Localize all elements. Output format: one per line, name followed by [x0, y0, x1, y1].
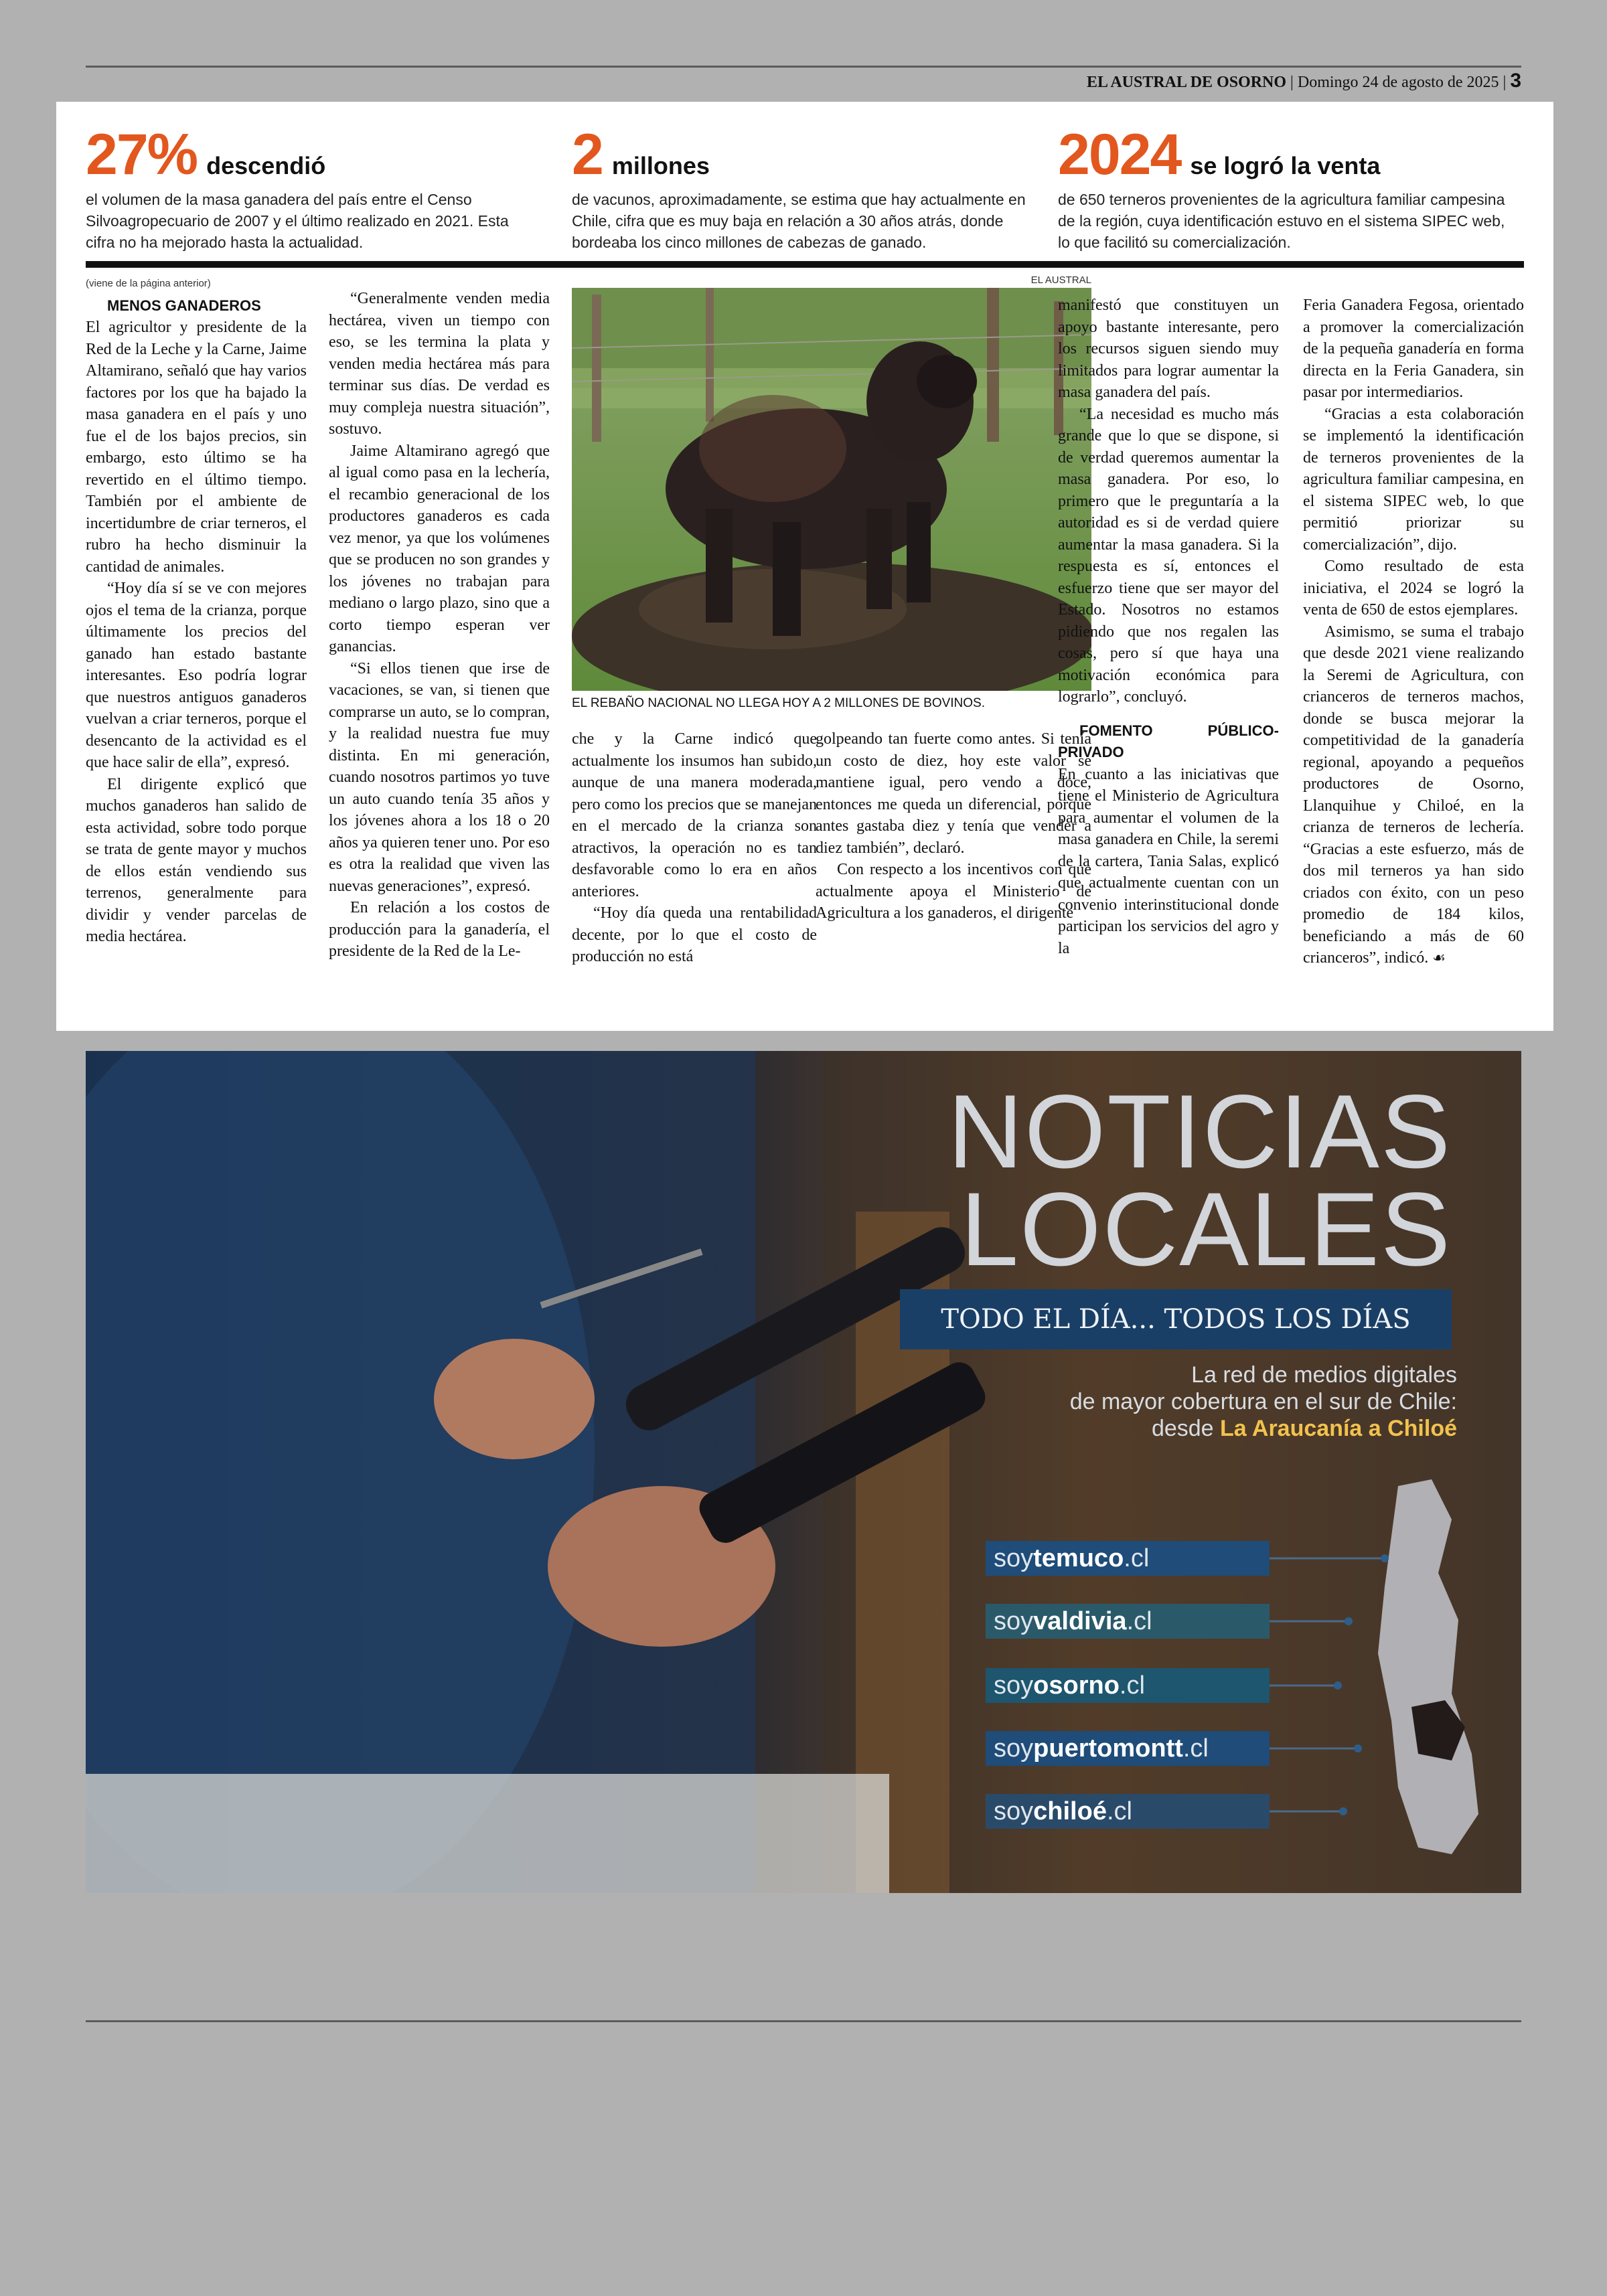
paragraph: golpeando tan fuerte como antes. Si tenía un costo de diez, hoy este valor se mantiene igual, pero vendo a doce, entonces me queda un diferencial, porque antes gastaba diez y tenía que vender a diez también”, declaró. [816, 730, 1091, 857]
paragraph: El dirigente explicó que muchos ganaderos han salido de esta actividad, sobre todo porque se trata de gente mayor y muchos de ellos están vendiendo sus terrenos, generalmente para dividir y vender parcelas de media hectárea. [86, 775, 307, 945]
bull-illustration [572, 288, 1091, 691]
site-prefix: soy [994, 1797, 1034, 1825]
site-suffix: .cl [1106, 1797, 1132, 1825]
site-prefix: soy [994, 1671, 1034, 1700]
stat-number: 27% [86, 122, 198, 187]
bottom-rule [86, 2020, 1521, 2022]
stat-word: millones [611, 152, 710, 179]
site-prefix: soy [994, 1734, 1034, 1762]
subhead-menos-ganaderos: MENOS GANADEROS [107, 297, 261, 314]
ad-title [947, 1074, 1452, 1288]
subhead-fomento: FOMENTO PÚBLICO-PRIVADO [1058, 722, 1279, 760]
site-suffix: .cl [1182, 1734, 1209, 1762]
ad-banner: TODO EL DÍA... TODOS LOS DÍAS [900, 1289, 1452, 1349]
paragraph: che y la Carne indicó que actualmente los insumos han subido, aunque de una manera moderada, pero como los precios que se manejan en el mercado de la crianza son atractivos, la operación no es tan desfavorable como lo era en años anteriores. [572, 730, 817, 900]
site-name: chiloé [1033, 1797, 1107, 1825]
stat-number: 2024 [1058, 122, 1181, 187]
site-prefix: soy [994, 1544, 1034, 1572]
site-prefix: soy [994, 1607, 1034, 1635]
paragraph: “Gracias a esta colaboración se implementó la identificación de terneros provenientes de la agricultura familiar campesina, en el sistema SIPEC web, lo que permitió priorizar su comercialización”, dijo. [1303, 405, 1524, 554]
paragraph: “Si ellos tienen que irse de vacaciones, se van, si tienen que comprarse un auto, se lo compran, y la realidad nuestra fue muy distinta. En mi generación, cuando nosotros partimos yo tuve un auto cuando tenía 35 años y los jóvenes ahora a los 18 o 20 años ya quieren tener uno. Por eso es otra la realidad que viven las nuevas generaciones”, expresó. [329, 659, 550, 895]
noticias-locales-ad [86, 1051, 1521, 1893]
tagline-line2: de mayor cobertura en el sur de Chile: [1069, 1389, 1457, 1414]
section-rule [86, 261, 1524, 268]
tagline-desde: desde [1151, 1416, 1221, 1441]
photo-caption: EL REBAÑO NACIONAL NO LLEGA HOY A 2 MILLONES DE BOVINOS. [572, 696, 986, 710]
ad-title-line1: NOTICIAS [947, 1074, 1452, 1190]
stat-box-1 [86, 122, 541, 253]
paragraph: “La necesidad es mucho más grande que lo que se dispone, si de verdad queremos aumentar la masa ganadera. Por eso, lo primero que le preguntaría a la autoridad es si de verdad quiere aumentar la masa ganadera. Si la respuesta es sí, entonces el esfuerzo tiene que ser mayor del Estado. Nosotros no estamos pidiendo que nos regalen las cosas, pero sí que haya una motivación económica para lograrlo”, concluyó. [1058, 405, 1279, 706]
paragraph: En cuanto a las iniciativas que tiene el Ministerio de Agricultura para aumentar el volumen de la masa ganadera en Chile, la seremi de la cartera, Tania Salas, explicó que actualmente cuentan con un convenio interinstitucional donde participan los servicios del agro y la [1058, 765, 1279, 957]
page-number: 3 [1510, 70, 1521, 92]
site-suffix: .cl [1124, 1544, 1150, 1572]
paragraph-text: Asimismo, se suma el trabajo que desde 2021 viene realizando la Seremi de Agricultura, con crianceros de terneros machos, donde se busca mejorar la competitividad de la ganadería regional, apoyando a pequeños productores de Osorno, Llanquihue y Chiloé, en la crianza de terneros de lechería. “Gracias a este esfuerzo, más de dos mil terneros ya han sido criados con éxito, con un peso promedio de 184 kilos, beneficiando a más de 60 crianceros”, indicó. [1303, 623, 1524, 967]
site-name: valdivia [1033, 1607, 1127, 1635]
site-link-valdivia[interactable] [986, 1604, 1270, 1639]
paragraph: Jaime Altamirano agregó que al igual como pasa en la lechería, el recambio generacional de los productores ganaderos es cada vez menor, ya que los volúmenes que se producen no son grandes y los jóvenes no trabajan para mediano o largo plazo, sino que a corto tiempo esperan ver ganancias. [329, 442, 550, 655]
paragraph [1303, 621, 1524, 969]
site-name: puertomontt [1033, 1734, 1183, 1762]
paragraph: Como resultado de esta iniciativa, el 2024 se logró la venta de 650 de estos ejemplares. [1303, 558, 1524, 619]
site-name: osorno [1033, 1671, 1120, 1700]
site-suffix: .cl [1126, 1607, 1152, 1635]
site-link-chiloe[interactable] [986, 1794, 1270, 1829]
paragraph: manifestó que constituyen un apoyo bastante interesante, pero los recursos siguen siendo muy limitados para lograr aumentar la masa ganadera del país. [1058, 297, 1279, 401]
ad-tagline [948, 1362, 1457, 1442]
site-link-puertomontt[interactable] [986, 1731, 1270, 1766]
stat-number: 2 [572, 122, 603, 187]
bull-photo [572, 288, 1091, 691]
article-column-1 [86, 273, 307, 948]
article-page [56, 102, 1553, 1031]
stat-box-3 [1058, 122, 1513, 253]
site-link-osorno[interactable] [986, 1668, 1270, 1703]
paragraph: Feria Ganadera Fegosa, orientado a promover la comercialización de la pequeña ganadería en forma directa en la Feria Ganadera, sin pasar por intermediarios. [1303, 297, 1524, 401]
stat-text: de 650 terneros provenientes de la agricultura familiar campesina de la región, cuya identificación estuvo en el sistema SIPEC web, lo que facilitó su comercialización. [1058, 191, 1505, 251]
stat-text: el volumen de la masa ganadera del país entre el Censo Silvoagropecuario de 2007 y el último realizado en 2021. Esta cifra no ha mejorado hasta la actualidad. [86, 191, 509, 251]
stat-word: descendió [206, 152, 326, 179]
site-suffix: .cl [1119, 1671, 1145, 1700]
masthead-date: Domingo 24 de agosto de 2025 [1297, 74, 1499, 91]
end-mark-icon: ☙ [1432, 949, 1446, 966]
article-column-5 [1058, 295, 1279, 959]
ad-title-line2: LOCALES [960, 1171, 1452, 1288]
paragraph: En relación a los costos de producción para la ganadería, el presidente de la Red de la Le- [329, 899, 550, 960]
article-column-3 [572, 728, 817, 968]
paragraph: El agricultor y presidente de la Red de la Leche y la Carne, Jaime Altamirano, señaló que hay varios factores por los que ha bajado la masa ganadera en el país y uno fue el de los bajos precios, sin embargo, esto último se ha revertido en el último tiempo. También por el ambiente de incertidumbre de criar terneros, el rubro ha hecho disminuir la cantidad de animales. [86, 319, 307, 576]
article-column-2 [329, 273, 550, 963]
site-name: temuco [1033, 1544, 1124, 1572]
tagline-region: La Araucanía a Chiloé [1220, 1416, 1457, 1441]
top-rule [86, 66, 1521, 68]
photo-credit: EL AUSTRAL [1030, 274, 1091, 286]
stat-box-2 [572, 122, 1027, 253]
stat-word: se logró la venta [1190, 152, 1381, 179]
paragraph: “Hoy día queda una rentabilidad decente, por lo que el costo de producción no está [572, 904, 817, 965]
tagline-line3 [948, 1415, 1457, 1442]
tagline-line1: La red de medios digitales [1191, 1362, 1457, 1388]
masthead: EL AUSTRAL DE OSORNO | Domingo 24 de agosto de 2025 | 3 [1086, 70, 1521, 92]
paragraph: “Generalmente venden media hectárea, viven un tiempo con eso, se les termina la plata y venden media hectárea más para terminar sus días. De verdad es muy compleja nuestra situación”, sostuvo. [329, 290, 550, 438]
continued-note: (viene de la página anterior) [86, 278, 211, 289]
stat-text: de vacunos, aproximadamente, se estima que hay actualmente en Chile, cifra que es muy baja en relación a 30 años atrás, donde bordeaba los cinco millones de cabezas de ganado. [572, 191, 1026, 251]
paragraph: Con respecto a los incentivos con que actualmente apoya el Ministerio de Agricultura a los ganaderos, el dirigente [816, 861, 1091, 922]
article-column-4 [816, 728, 1091, 924]
article-column-6 [1303, 295, 1524, 969]
masthead-paper: EL AUSTRAL DE OSORNO [1086, 74, 1287, 91]
paragraph: “Hoy día sí se ve con mejores ojos el tema de la crianza, porque últimamente los precios del ganado han estado bastante interesantes. Eso podría lograr que nuestros antiguos ganaderos vuelvan a criar terneros, porque el desencanto de la actividad es el que hace salir de ella”, expresó. [86, 580, 307, 771]
site-link-temuco[interactable] [986, 1541, 1270, 1576]
